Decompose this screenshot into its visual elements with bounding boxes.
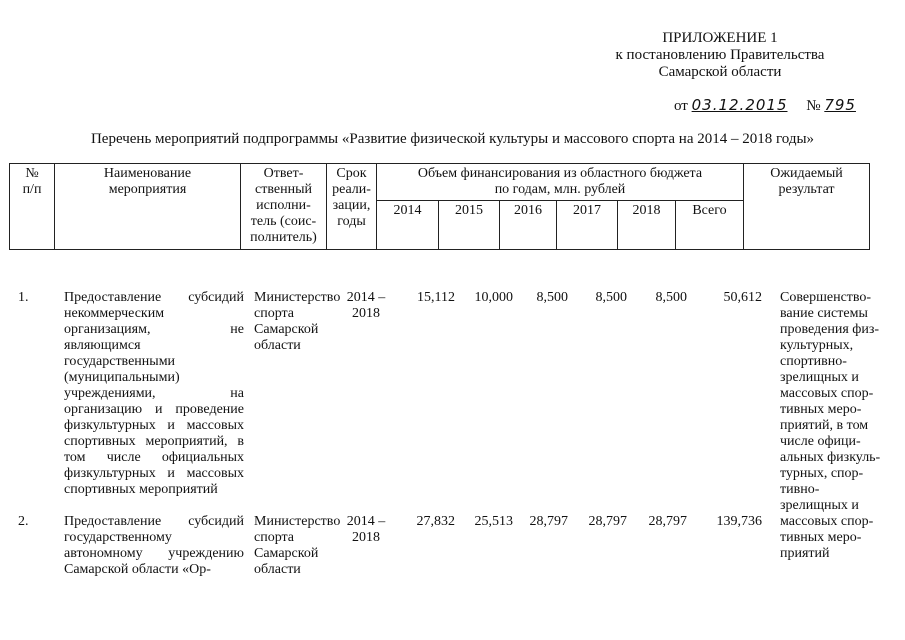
col-name-header: Наименование мероприятия bbox=[55, 164, 241, 250]
row-number: 1. bbox=[18, 290, 29, 305]
value-2015: 25,513 bbox=[474, 514, 513, 529]
value-2017: 8,500 bbox=[595, 290, 627, 305]
value-2015: 10,000 bbox=[474, 290, 513, 305]
appendix-title: ПРИЛОЖЕНИЕ 1 bbox=[662, 30, 778, 46]
row-number: 2. bbox=[18, 514, 29, 529]
appendix-line-3: Самарской области bbox=[658, 64, 782, 80]
table-header bbox=[9, 163, 870, 250]
value-2014: 15,112 bbox=[417, 290, 455, 305]
year-header: 2015 bbox=[439, 201, 500, 250]
appendix-block bbox=[560, 30, 880, 81]
value-2016: 28,797 bbox=[529, 514, 568, 529]
value-2018: 8,500 bbox=[655, 290, 687, 305]
value-2016: 8,500 bbox=[536, 290, 568, 305]
appendix-line-2: к постановлению Правительства bbox=[615, 47, 825, 63]
col-result-header: Ожидаемый результат bbox=[744, 164, 870, 250]
col-number-header: № п/п bbox=[10, 164, 55, 250]
col-term-header: Срок реали- зации, годы bbox=[327, 164, 377, 250]
date-prefix: от bbox=[674, 98, 688, 114]
row-name: Предоставление субсидий государственному автономному учреждению Самарской области «Ор- bbox=[64, 514, 244, 577]
value-2018: 28,797 bbox=[648, 514, 687, 529]
expected-result: Совершенство- вание системы проведения физ- культурных, спортивно- зрелищных и массовых спор- тивных меро- приятий, в том числе офици- альных физкуль- турных, спор- тивно- зрелищных и массовых спор- тивных меро- приятий bbox=[780, 290, 881, 561]
row-responsible: Министерство спорта Самарской области bbox=[254, 514, 341, 577]
value-total: 139,736 bbox=[716, 514, 762, 529]
decree-date: 03.12.2015 bbox=[691, 96, 788, 114]
value-2014: 27,832 bbox=[416, 514, 455, 529]
year-header: 2017 bbox=[557, 201, 618, 250]
row-name: Предоставление субсидий некоммерческим организациям, не являющимся государственными (муниципальными) учреждениями, на организацию и проведение физкультурных и массовых спортивных мероприятий, в том числе официальных физкультурных и массовых спортивных мероприятий bbox=[64, 290, 244, 497]
row-responsible: Министерство спорта Самарской области bbox=[254, 290, 341, 353]
year-header: 2016 bbox=[500, 201, 557, 250]
decree-number: 795 bbox=[824, 96, 856, 114]
col-responsible-header: Ответ- ственный исполни- тель (соис- полнитель) bbox=[241, 164, 327, 250]
year-header: 2014 bbox=[377, 201, 439, 250]
value-2017: 28,797 bbox=[588, 514, 627, 529]
document-title: Перечень мероприятий подпрограммы «Развитие физической культуры и массового спорта на 2014 – 2018 годы» bbox=[90, 131, 815, 147]
decree-line bbox=[674, 96, 856, 115]
col-funding-header: Объем финансирования из областного бюджета по годам, млн. рублей bbox=[377, 164, 744, 201]
number-prefix: № bbox=[806, 98, 821, 114]
row-term: 2014 – 2018 bbox=[346, 514, 386, 545]
value-total: 50,612 bbox=[723, 290, 762, 305]
row-term: 2014 – 2018 bbox=[346, 290, 386, 321]
total-header: Всего bbox=[676, 201, 744, 250]
year-header: 2018 bbox=[618, 201, 676, 250]
